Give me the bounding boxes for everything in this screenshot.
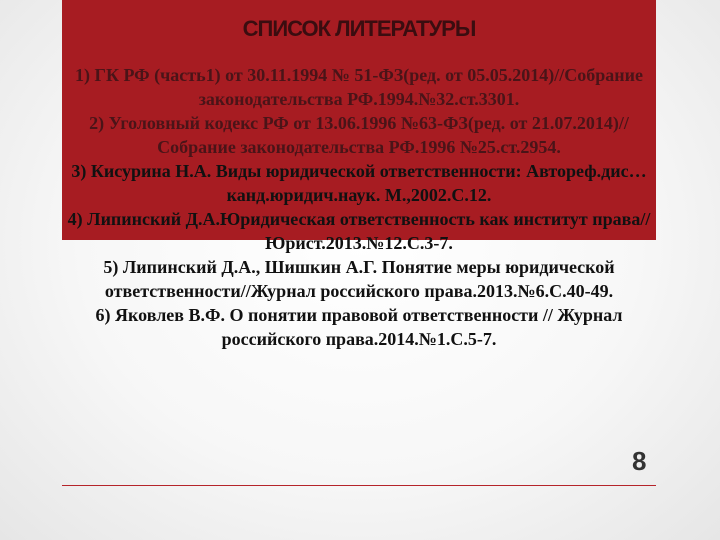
reference-item-4: 4) Липинский Д.А.Юридическая ответственность как институт права//Юрист.2013.№12.С.3-7. [67,209,651,253]
reference-item-2: 2) Уголовный кодекс РФ от 13.06.1996 №63-ФЗ(ред. от 21.07.2014)//Собрание законодательства РФ.1996 №25.ст.2954. [89,113,629,157]
reference-item-5: 5) Липинский Д.А., Шишкин А.Г. Понятие меры юридической ответственности//Журнал российского права.2013.№6.С.40-49. [103,257,615,301]
bottom-divider [62,485,656,486]
reference-item-3: 3) Кисурина Н.А. Виды юридической ответственности: Автореф.дис…канд.юридич.наук. М.,2002.С.12. [71,161,647,205]
page-number: 8 [632,446,647,476]
slide-title: СПИСОК ЛИТЕРАТУРЫ [242,16,476,41]
reference-item-6: 6) Яковлев В.Ф. О понятии правовой ответственности // Журнал российского права.2014.№1.С.5-7. [95,305,623,349]
reference-list [62,64,656,352]
reference-item-1: 1) ГК РФ (часть1) от 30.11.1994 № 51-ФЗ(ред. от 05.05.2014)//Собрание законодательства РФ.1994.№32.ст.3301. [75,65,643,109]
